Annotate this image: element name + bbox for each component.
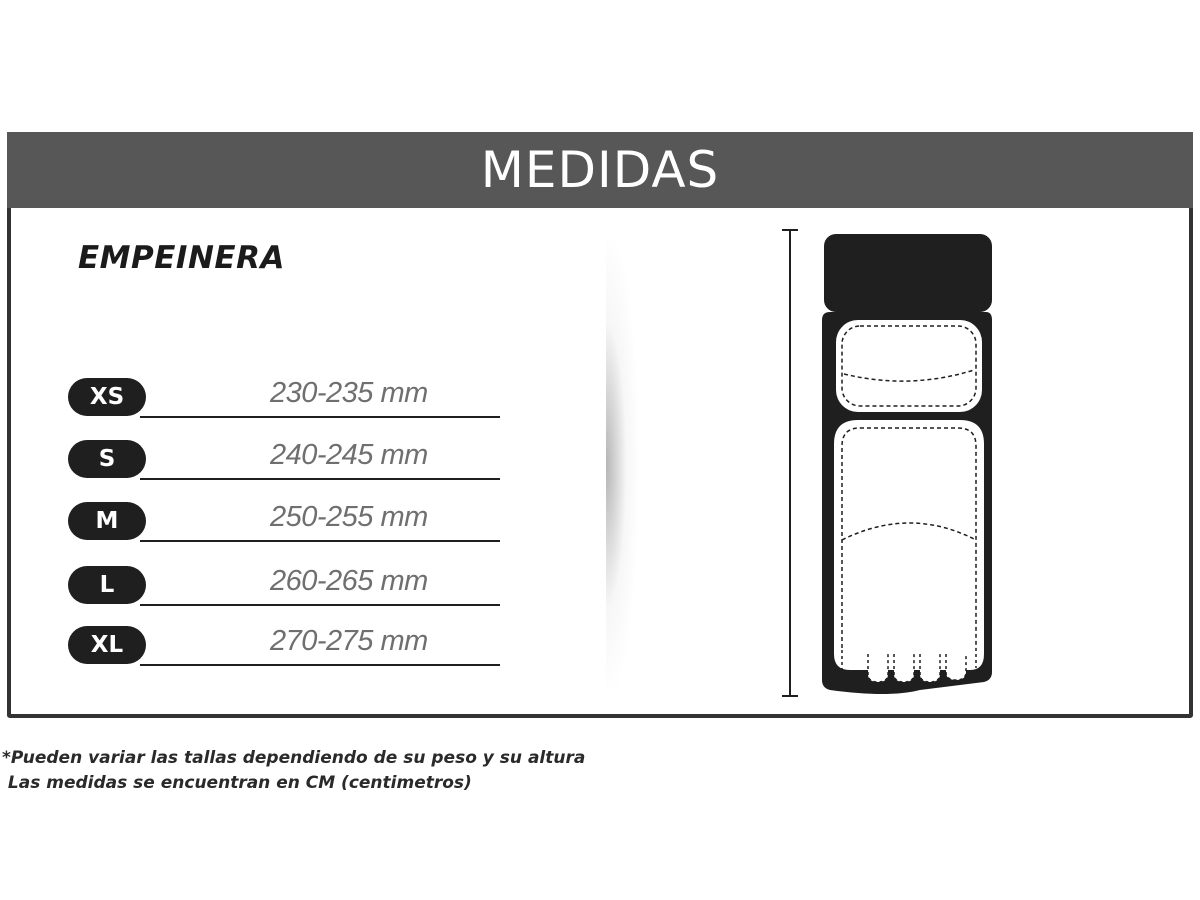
product-name: EMPEINERA <box>78 240 285 276</box>
measurement-indicator <box>782 230 798 696</box>
size-row-s <box>68 440 500 480</box>
size-underline <box>140 540 500 542</box>
upper-pad <box>836 320 982 412</box>
lower-pad <box>834 420 984 670</box>
size-row-xs <box>68 378 500 418</box>
size-range: 250-255 mm <box>270 501 428 533</box>
size-range: 230-235 mm <box>270 377 428 409</box>
size-underline <box>140 664 500 666</box>
size-underline <box>140 478 500 480</box>
size-underline <box>140 416 500 418</box>
footnote-line-1: *Pueden variar las tallas dependiendo de su peso y su altura <box>2 748 586 768</box>
size-underline <box>140 604 500 606</box>
size-badge: S <box>68 440 146 478</box>
top-strap <box>824 234 992 312</box>
size-row-l <box>68 566 500 606</box>
size-range: 240-245 mm <box>270 439 428 471</box>
footnote <box>2 746 585 796</box>
footnote-line-2: Las medidas se encuentran en CM (centimetros) <box>2 773 472 793</box>
chart-title: MEDIDAS <box>480 141 720 199</box>
size-badge: XL <box>68 626 146 664</box>
section-divider <box>606 240 638 690</box>
size-range: 260-265 mm <box>270 565 428 597</box>
size-badge: L <box>68 566 146 604</box>
size-badge: XS <box>68 378 146 416</box>
size-range: 270-275 mm <box>270 625 428 657</box>
size-row-m <box>68 502 500 542</box>
instep-guard-icon <box>770 224 1010 704</box>
size-row-xl <box>68 626 500 666</box>
chart-header <box>7 132 1193 208</box>
size-badge: M <box>68 502 146 540</box>
